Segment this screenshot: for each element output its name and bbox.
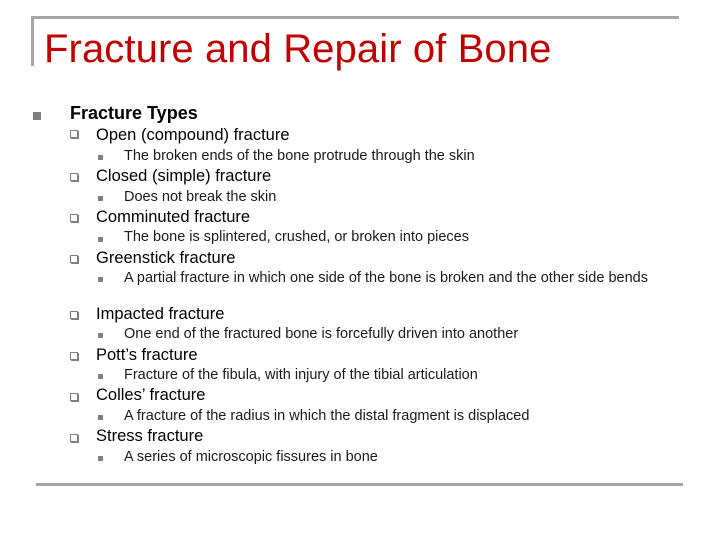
fracture-type-detail: The bone is splintered, crushed, or broken into pieces bbox=[124, 229, 469, 245]
hollow-square-bullet-icon bbox=[70, 214, 78, 222]
hollow-square-bullet-icon bbox=[70, 434, 78, 442]
small-square-bullet-icon bbox=[98, 155, 103, 160]
small-square-bullet-icon bbox=[98, 196, 103, 201]
fracture-type-label: Comminuted fracture bbox=[96, 208, 251, 226]
hollow-square-bullet-icon bbox=[70, 130, 78, 138]
fracture-type-detail: The broken ends of the bone protrude through the skin bbox=[124, 148, 475, 164]
fracture-type-label: Colles’ fracture bbox=[96, 386, 206, 404]
small-square-bullet-icon bbox=[98, 277, 103, 282]
slide-title: Fracture and Repair of Bone bbox=[44, 27, 552, 71]
hollow-square-bullet-icon bbox=[70, 352, 78, 360]
fracture-type-label: Open (compound) fracture bbox=[96, 126, 290, 144]
small-square-bullet-icon bbox=[98, 415, 103, 420]
fracture-type-detail: One end of the fractured bone is forcefully driven into another bbox=[124, 326, 519, 342]
small-square-bullet-icon bbox=[98, 237, 103, 242]
fracture-type-detail: Fracture of the fibula, with injury of the tibial articulation bbox=[124, 367, 478, 383]
hollow-square-bullet-icon bbox=[70, 255, 78, 263]
hollow-square-bullet-icon bbox=[70, 393, 78, 401]
section-heading: Fracture Types bbox=[70, 103, 198, 123]
small-square-bullet-icon bbox=[98, 456, 103, 461]
fracture-type-detail: A partial fracture in which one side of the bone is broken and the other side bends bbox=[124, 270, 648, 286]
fracture-type-detail: Does not break the skin bbox=[124, 189, 277, 205]
fracture-type-label: Impacted fracture bbox=[96, 305, 225, 323]
fracture-type-label: Closed (simple) fracture bbox=[96, 167, 272, 185]
square-bullet-icon bbox=[33, 112, 41, 120]
fracture-type-label: Greenstick fracture bbox=[96, 249, 236, 267]
small-square-bullet-icon bbox=[98, 374, 103, 379]
fracture-type-label: Pott’s fracture bbox=[96, 346, 198, 364]
hollow-square-bullet-icon bbox=[70, 311, 78, 319]
fracture-type-detail: A fracture of the radius in which the distal fragment is displaced bbox=[124, 408, 530, 424]
fracture-type-detail: A series of microscopic fissures in bone bbox=[124, 449, 378, 465]
fracture-type-label: Stress fracture bbox=[96, 427, 204, 445]
footer-rule bbox=[36, 483, 683, 486]
hollow-square-bullet-icon bbox=[70, 173, 78, 181]
small-square-bullet-icon bbox=[98, 333, 103, 338]
